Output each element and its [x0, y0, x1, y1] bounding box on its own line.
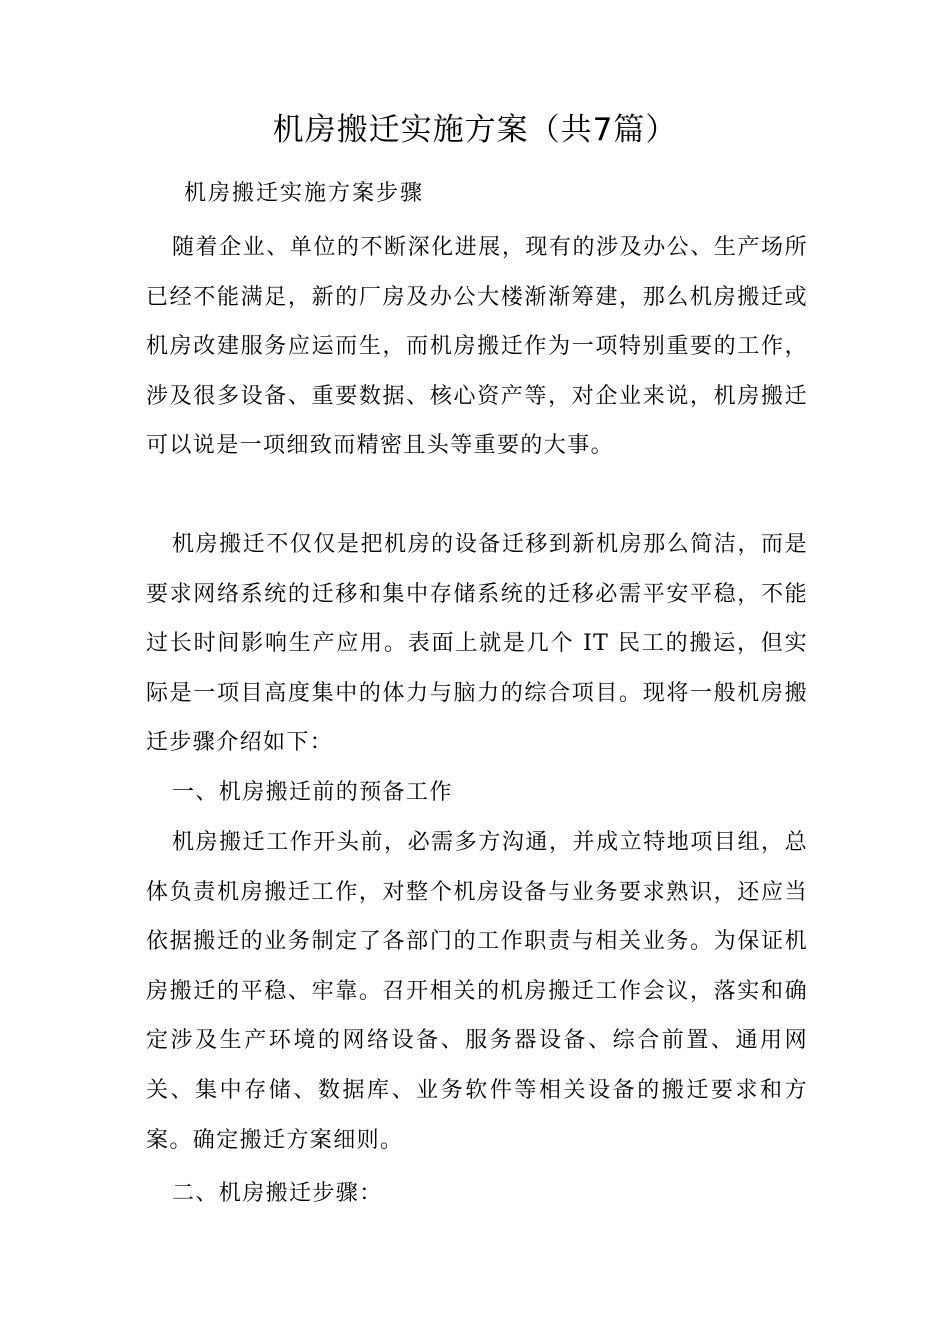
- section-heading-steps: 二、机房搬迁步骤：: [172, 1181, 383, 1206]
- paragraph-overview: 机房搬迁不仅仅是把机房的设备迁移到新机房那么简洁，而是要求网络系统的迁移和集中存储系统的迁移必需平安平稳，不能过长时间影响生产应用。表面上就是几个 IT 民工的搬运，但实际是一项目高度集中的体力与脑力的综合项目。现将一般机房搬迁步骤介绍如下：: [146, 532, 808, 756]
- paragraph-preparation: 机房搬迁工作开头前，必需多方沟通，并成立特地项目组，总体负责机房搬迁工作，对整个机房设备与业务要求熟识，还应当依据搬迁的业务制定了各部门的工作职责与相关业务。为保证机房搬迁的平稳、牢靠。召开相关的机房搬迁工作会议，落实和确定涉及生产环境的网络设备、服务器设备、综合前置、通用网关、集中存储、数据库、业务软件等相关设备的搬迁要求和方案。确定搬迁方案细则。: [146, 830, 808, 1153]
- section-subtitle: 机房搬迁实施方案步骤: [184, 181, 425, 206]
- paragraph-intro: 随着企业、单位的不断深化进展，现有的涉及办公、生产场所已经不能满足，新的厂房及办公大楼渐渐筹建，那么机房搬迁或机房改建服务应运而生，而机房搬迁作为一项特别重要的工作，涉及很多设备、重要数据、核心资产等，对企业来说，机房搬迁可以说是一项细致而精密且头等重要的大事。: [146, 235, 808, 459]
- document-title: 机房搬迁实施方案（共7篇）: [272, 112, 678, 148]
- section-heading-preparation: 一、机房搬迁前的预备工作: [172, 780, 453, 805]
